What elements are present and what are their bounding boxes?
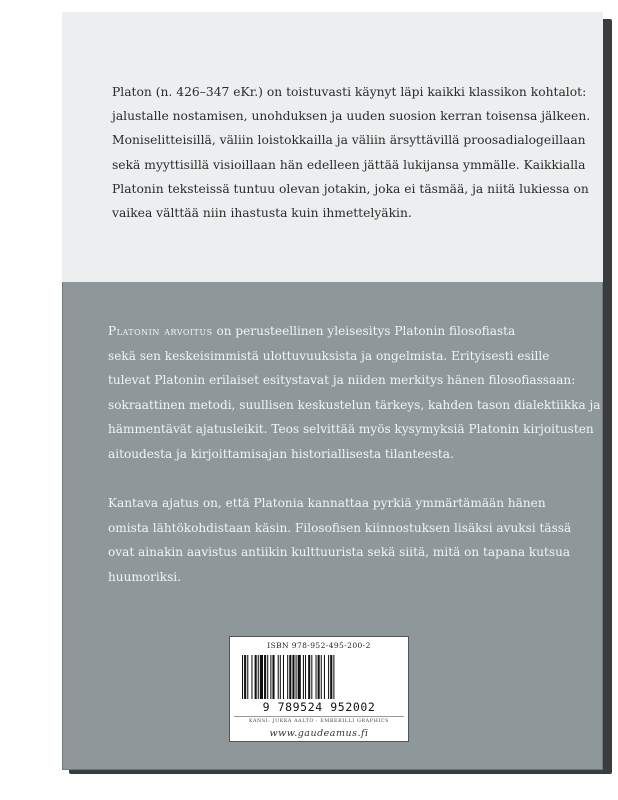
top-line: Moniselitteisillä, väliin loistokkailla ja väliin ärsyttävillä proosadialogeillaan [112, 133, 586, 148]
desc-line: omista lähtökohdistaan käsin. Filosofisen kiinnostuksen lisäksi avuksi tässä [108, 520, 572, 535]
barcode-bar [255, 655, 257, 699]
top-line: jalustalle nostamisen, unohduksen ja uuden suosion kerran toisensa jälkeen. [112, 109, 591, 124]
desc-line: ovat ainakin aavistus antiikin kulttuurista sekä siitä, mitä on tapana kutsua [108, 545, 571, 560]
barcode-bar [264, 655, 266, 699]
top-white-band [62, 12, 603, 282]
barcode-bar [267, 655, 268, 699]
desc-line: aitoudesta ja kirjoittamisajan historiallisesta tilanteesta. [108, 446, 454, 461]
barcode-bar [287, 655, 288, 699]
barcode-bar [298, 655, 301, 699]
barcode-bar [324, 655, 325, 699]
barcode-bar [328, 655, 329, 699]
desc-line-rest: on perusteellinen yleisesitys Platonin filosofiasta [212, 324, 516, 338]
publisher-website: www.gaudeamus.fi [269, 728, 369, 739]
barcode-bar [289, 655, 291, 699]
barcode-bar [260, 655, 263, 699]
top-line: Platon (n. 426–347 eKr.) on toistuvasti käynyt läpi kaikki klassikon kohtalot: [112, 85, 587, 99]
barcode-bar [296, 655, 297, 699]
desc-line: hämmentävät ajatusleikit. Teos selvittää myös kysymyksiä Platonin kirjoitusten [108, 422, 594, 437]
barcode-bar [278, 655, 279, 699]
barcode-bar [251, 655, 252, 699]
top-paragraph [112, 80, 591, 225]
barcode-bar [292, 655, 294, 699]
isbn-text: ISBN 978-952-495-200-2 [267, 641, 371, 650]
desc-line: huumoriksi. [108, 569, 182, 584]
barcode-bar [305, 655, 306, 699]
barcode-bar [318, 655, 320, 699]
cover-credits: KANSI: JUKKA AALTO · EMBERILLI GRAPHICS [248, 719, 390, 724]
barcode-label [229, 636, 409, 742]
barcode-bar [244, 655, 246, 699]
barcode-icon [240, 655, 398, 699]
barcode-bar [283, 655, 284, 699]
book-back-cover [62, 12, 603, 770]
barcode-digits: 9 789524 952002 [262, 700, 376, 714]
desc-line: sekä sen keskeisimmistä ulottuvuuksista ja ongelmista. Erityisesti esille [108, 348, 550, 363]
barcode-bar [316, 655, 317, 699]
top-line: Platonin teksteissä tuntuu olevan jotakin, joka ei täsmää, ja niitä lukiessa on [112, 181, 589, 196]
barcode-bar [280, 655, 281, 699]
divider [234, 716, 404, 717]
barcode-bar [247, 655, 248, 699]
barcode-bar [308, 655, 310, 699]
desc-line: tulevat Platonin erilaiset esitystavat ja niiden merkitys hänen filosofiassaan: [108, 373, 576, 388]
barcode-bar [270, 655, 271, 699]
desc-line: sokraattinen metodi, suullisen keskustelun tärkeys, kahden tason dialektiikka ja [108, 397, 601, 412]
barcode-bar [330, 655, 332, 699]
barcode-bar [258, 655, 259, 699]
barcode-bar [303, 655, 304, 699]
top-line: sekä myyttisillä visioillaan hän edelleen jättää lukijansa ymmälle. Kaikkialla [112, 157, 586, 172]
barcode-bar [242, 655, 243, 699]
top-line: vaikea välttää niin ihastusta kuin ihmettelyäkin. [112, 206, 412, 221]
barcode-bar [321, 655, 322, 699]
barcode-bar [272, 655, 274, 699]
description-text [108, 319, 601, 590]
desc-line: Kantava ajatus on, että Platonia kannattaa pyrkiä ymmärtämään hänen [108, 496, 546, 511]
barcode-bar [311, 655, 312, 699]
book-title-smallcaps: Platonin arvoitus [108, 324, 213, 338]
desc-line [108, 319, 564, 344]
barcode-bar [333, 655, 334, 699]
paragraph-gap [108, 467, 564, 492]
